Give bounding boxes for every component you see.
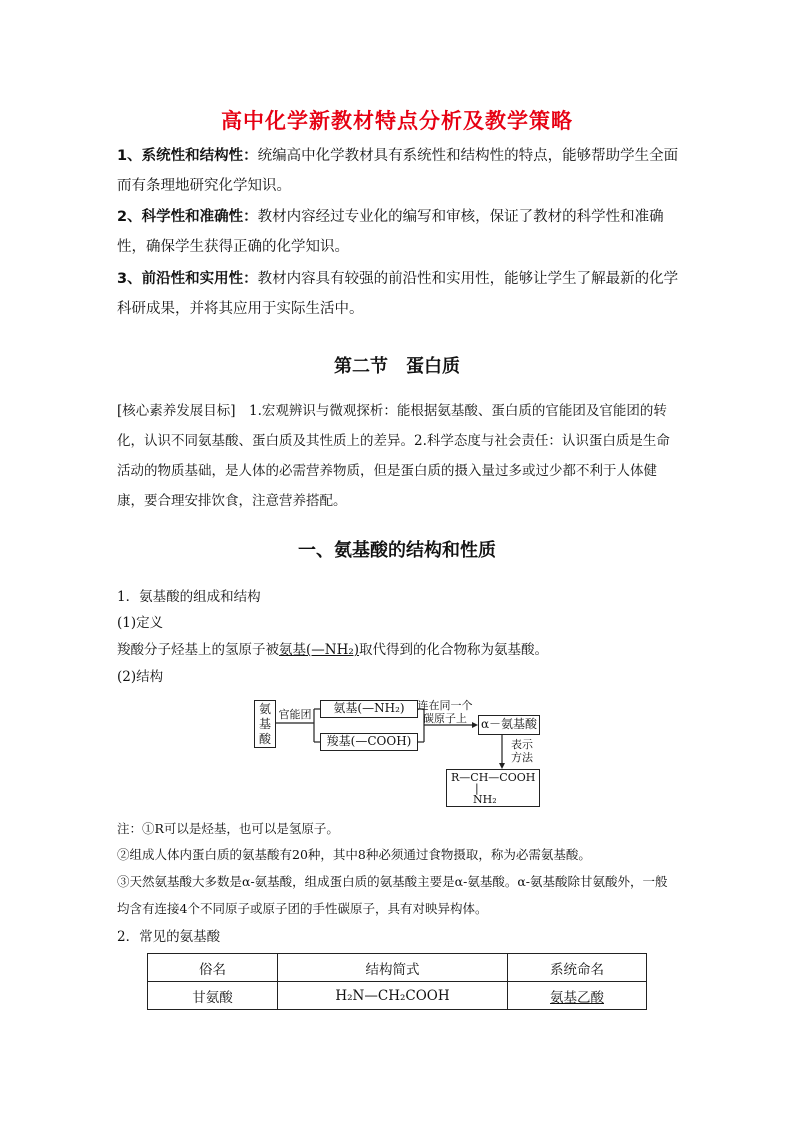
subheading-composition: 1．氨基酸的组成和结构 xyxy=(117,589,261,605)
column-header: 结构简式 xyxy=(278,954,508,982)
general-formula-box xyxy=(446,769,540,807)
subheading-common-amino-acids: 2．常见的氨基酸 xyxy=(117,929,221,945)
page-title: 高中化学新教材特点分析及教学策略 xyxy=(221,109,573,133)
part-title: 一、氨基酸的结构和性质 xyxy=(298,540,496,561)
intro-point-2 xyxy=(117,202,687,262)
note-1: 注：①R可以是烃基，也可以是氢原子。 xyxy=(117,821,339,836)
representation-label: 表示方法 xyxy=(511,738,533,764)
functional-group-label: 官能团 xyxy=(278,708,312,721)
formula-line-2: NH₂ xyxy=(473,793,497,806)
amino-acid-root-box: 氨基酸 xyxy=(254,700,276,748)
amino-acid-structure-diagram xyxy=(250,695,550,810)
formula-cell: H₂N—CH₂COOH xyxy=(278,982,508,1010)
formula-bond: | xyxy=(475,782,479,795)
carboxyl-group-box: 羧基(—COOH) xyxy=(320,733,418,751)
intro-point-label: 1、系统性和结构性： xyxy=(117,148,258,164)
intro-point-3 xyxy=(117,264,687,324)
intro-point-text: 统编高中化学教材具有系统性和结构性的特点，能够帮助学生全面而有条理地研究化学知识。 xyxy=(117,148,679,194)
section-title: 第二节 蛋白质 xyxy=(334,356,460,377)
definition-answer: 氨基(—NH₂) xyxy=(279,642,360,658)
note-2: ②组成人体内蛋白质的氨基酸有20种，其中8种必须通过食物摄取，称为必需氨基酸。 xyxy=(117,847,591,862)
same-carbon-label: 连在同一个碳原子上 xyxy=(417,699,473,725)
core-goal-paragraph: [核心素养发展目标] 1.宏观辨识与微观探析：能根据氨基酸、蛋白质的官能团及官能团的转化，认识不同氨基酸、蛋白质及其性质上的差异。2.科学态度与社会责任：认识蛋白质是生命活动的物质基础，是人体的必需营养物质，但是蛋白质的摄入量过多或过少都不利于人体健康，要合理安排饮食，注意营养搭配。 xyxy=(117,403,670,509)
note-3: ③天然氨基酸大多数是α-氨基酸，组成蛋白质的氨基酸主要是α-氨基酸。α-氨基酸除甘氨酸外，一般均含有连接4个不同原子或原子团的手性碳原子，具有对映异构体。 xyxy=(117,874,668,916)
amino-group-box: 氨基(—NH₂) xyxy=(320,700,418,718)
common-name-cell: 甘氨酸 xyxy=(148,982,278,1010)
amino-acid-table xyxy=(147,953,647,1010)
table-row xyxy=(148,982,647,1010)
column-header: 系统命名 xyxy=(508,954,647,982)
intro-point-text: 教材内容具有较强的前沿性和实用性，能够让学生了解最新的化学科研成果，并将其应用于实际生活中。 xyxy=(117,271,679,317)
intro-point-text: 教材内容经过专业化的编写和审核，保证了教材的科学性和准确性，确保学生获得正确的化学知识。 xyxy=(117,209,664,255)
intro-point-label: 2、科学性和准确性： xyxy=(117,209,258,225)
intro-point-label: 3、前沿性和实用性： xyxy=(117,271,258,287)
definition-label: (1)定义 xyxy=(117,615,164,631)
system-name-cell: 氨基乙酸 xyxy=(508,982,647,1010)
formula-line-1: R—CH—COOH xyxy=(451,771,536,784)
intro-point-1 xyxy=(117,141,687,201)
definition-text: 羧酸分子烃基上的氢原子被氨基(—NH₂)取代得到的化合物称为氨基酸。 xyxy=(117,642,549,658)
alpha-amino-acid-box: α－氨基酸 xyxy=(478,715,540,735)
table-header-row xyxy=(148,954,647,982)
column-header: 俗名 xyxy=(148,954,278,982)
structure-label: (2)结构 xyxy=(117,669,164,685)
